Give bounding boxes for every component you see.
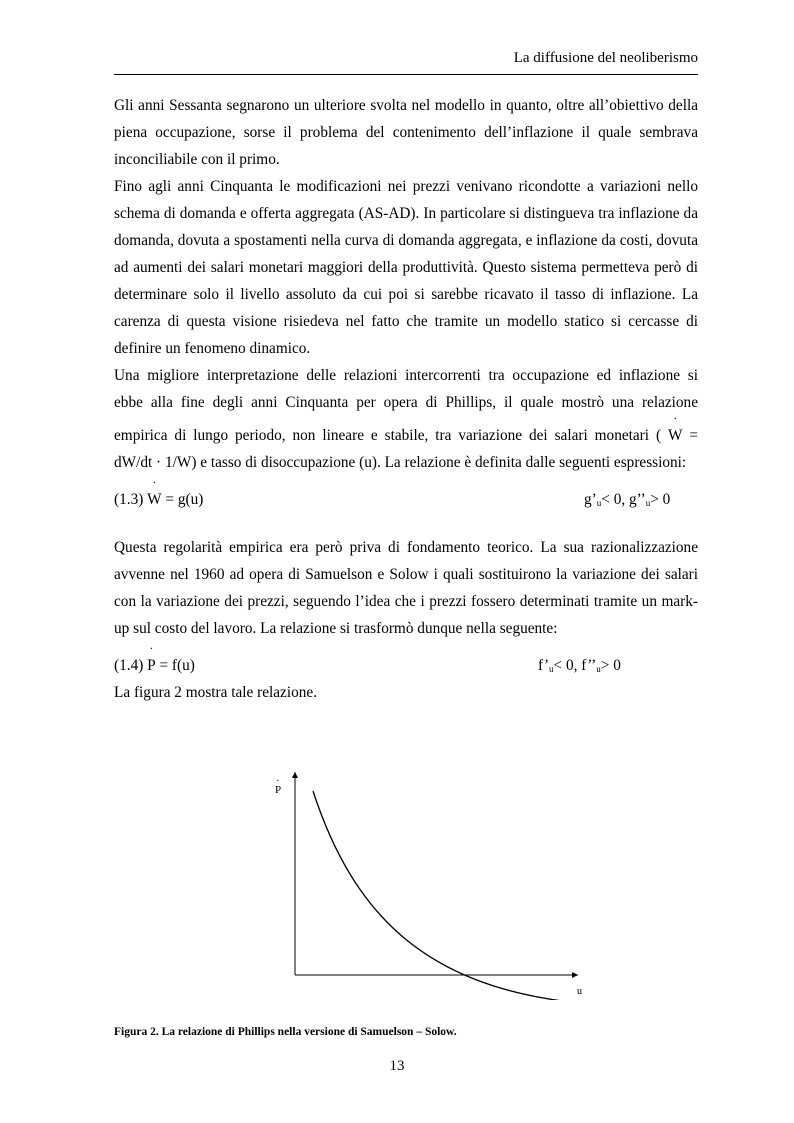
figure-intro: La figura 2 mostra tale relazione. <box>114 684 318 701</box>
condition-b-relation: > 0 <box>600 657 621 674</box>
equation-1-4-lhs <box>114 652 195 679</box>
y-axis-label-dot: · <box>276 775 280 787</box>
paragraph-4: Questa regolarità empirica era però priva di fondamento teorico. La sua razionalizzazione avvenne nel 1960 ad opera di Samuelson e Solow i quali sostituirono la variazione dei salari con la variazione dei prezzi, seguendo l’idea che i prezzi fossero determinati tramite un mark-up sul costo del lavoro. La relazione si trasformò dunque nella seguente: <box>114 539 698 637</box>
phillips-curve-figure <box>260 770 590 1000</box>
equation-expression: = f(u) <box>159 657 195 674</box>
paragraph-2: Fino agli anni Cinquanta le modificazioni nei prezzi venivano ricondotte a variazioni nello schema di domanda e offerta aggregata (AS-AD). In particolare si distingueva tra inflazione da domanda, dovuta a spostamenti nella curva di domanda aggregata, e inflazione da costi, dovuta ad aumenti dei salari monetari maggiori della produttività. Questo sistema permetteva però di determinare solo il livello assoluto da cui poi si sarebbe ricavato il tasso di inflazione. La carenza di questa visione risiedeva nel fatto che tramite un modello statico si cercasse di definire un fenomeno dinamico. <box>114 178 698 357</box>
equation-symbol: · W <box>147 486 161 513</box>
equation-1-3 <box>114 486 698 513</box>
figure-caption: Figura 2. La relazione di Phillips nella versione di Samuelson – Solow. <box>114 1026 457 1038</box>
condition-b-subscript: u <box>596 664 601 674</box>
paragraph-3-line-3-start: empirica di lungo periodo, non lineare e stabile, tra variazione dei salari monetari ( <box>114 427 662 444</box>
x-axis-label: u <box>577 986 582 997</box>
page-number: 13 <box>389 1058 405 1074</box>
paragraph-3-line-1: Una migliore interpretazione delle relazioni intercorrenti tra occupazione ed inflazione si <box>114 367 698 384</box>
condition-a-subscript: u <box>596 498 602 508</box>
page-body <box>114 92 698 706</box>
equation-1-3-lhs <box>114 486 203 513</box>
paragraph-3-rest: dW/dt · 1/W) e tasso di disoccupazione (u). La relazione è definita dalle seguenti espressioni: <box>114 454 687 471</box>
condition-a: f’ <box>538 657 550 674</box>
paragraph-3-line-3-end: = <box>689 427 699 444</box>
phillips-curve <box>313 791 570 1000</box>
wage-change-symbol: · W <box>668 422 682 449</box>
condition-b-subscript: u <box>645 498 651 508</box>
paragraph-1: Gli anni Sessanta segnarono un ulteriore svolta nel modello in quanto, oltre all’obiettivo della piena occupazione, sorse il problema del contenimento dell’inflazione il quale sembrava inconciliabile con il primo. <box>114 97 698 168</box>
condition-a-relation: < 0, g’’ <box>601 491 646 508</box>
paragraph-3-line-3 <box>114 422 698 449</box>
equation-expression: = g(u) <box>165 491 204 508</box>
phillips-curve-svg <box>260 770 590 1000</box>
equation-1-3-conditions <box>584 486 670 517</box>
y-axis-label: P <box>275 784 282 796</box>
paragraph-3-line-2: ebbe alla fine degli anni Cinquanta per opera di Phillips, il quale mostrò una relazione <box>114 394 698 411</box>
condition-b-relation: > 0 <box>650 491 671 508</box>
condition-a-subscript: u <box>549 664 554 674</box>
paragraph-3 <box>114 362 698 476</box>
condition-a: g’ <box>584 491 597 508</box>
header-rule <box>114 74 698 75</box>
equation-symbol: · P <box>147 652 156 679</box>
equation-1-4 <box>114 652 698 679</box>
condition-a-relation: < 0, f’’ <box>553 657 597 674</box>
equation-number: (1.3) <box>114 491 144 508</box>
equation-1-4-conditions <box>538 652 621 683</box>
running-header: La diffusione del neoliberismo <box>513 50 698 66</box>
equation-number: (1.4) <box>114 657 144 674</box>
